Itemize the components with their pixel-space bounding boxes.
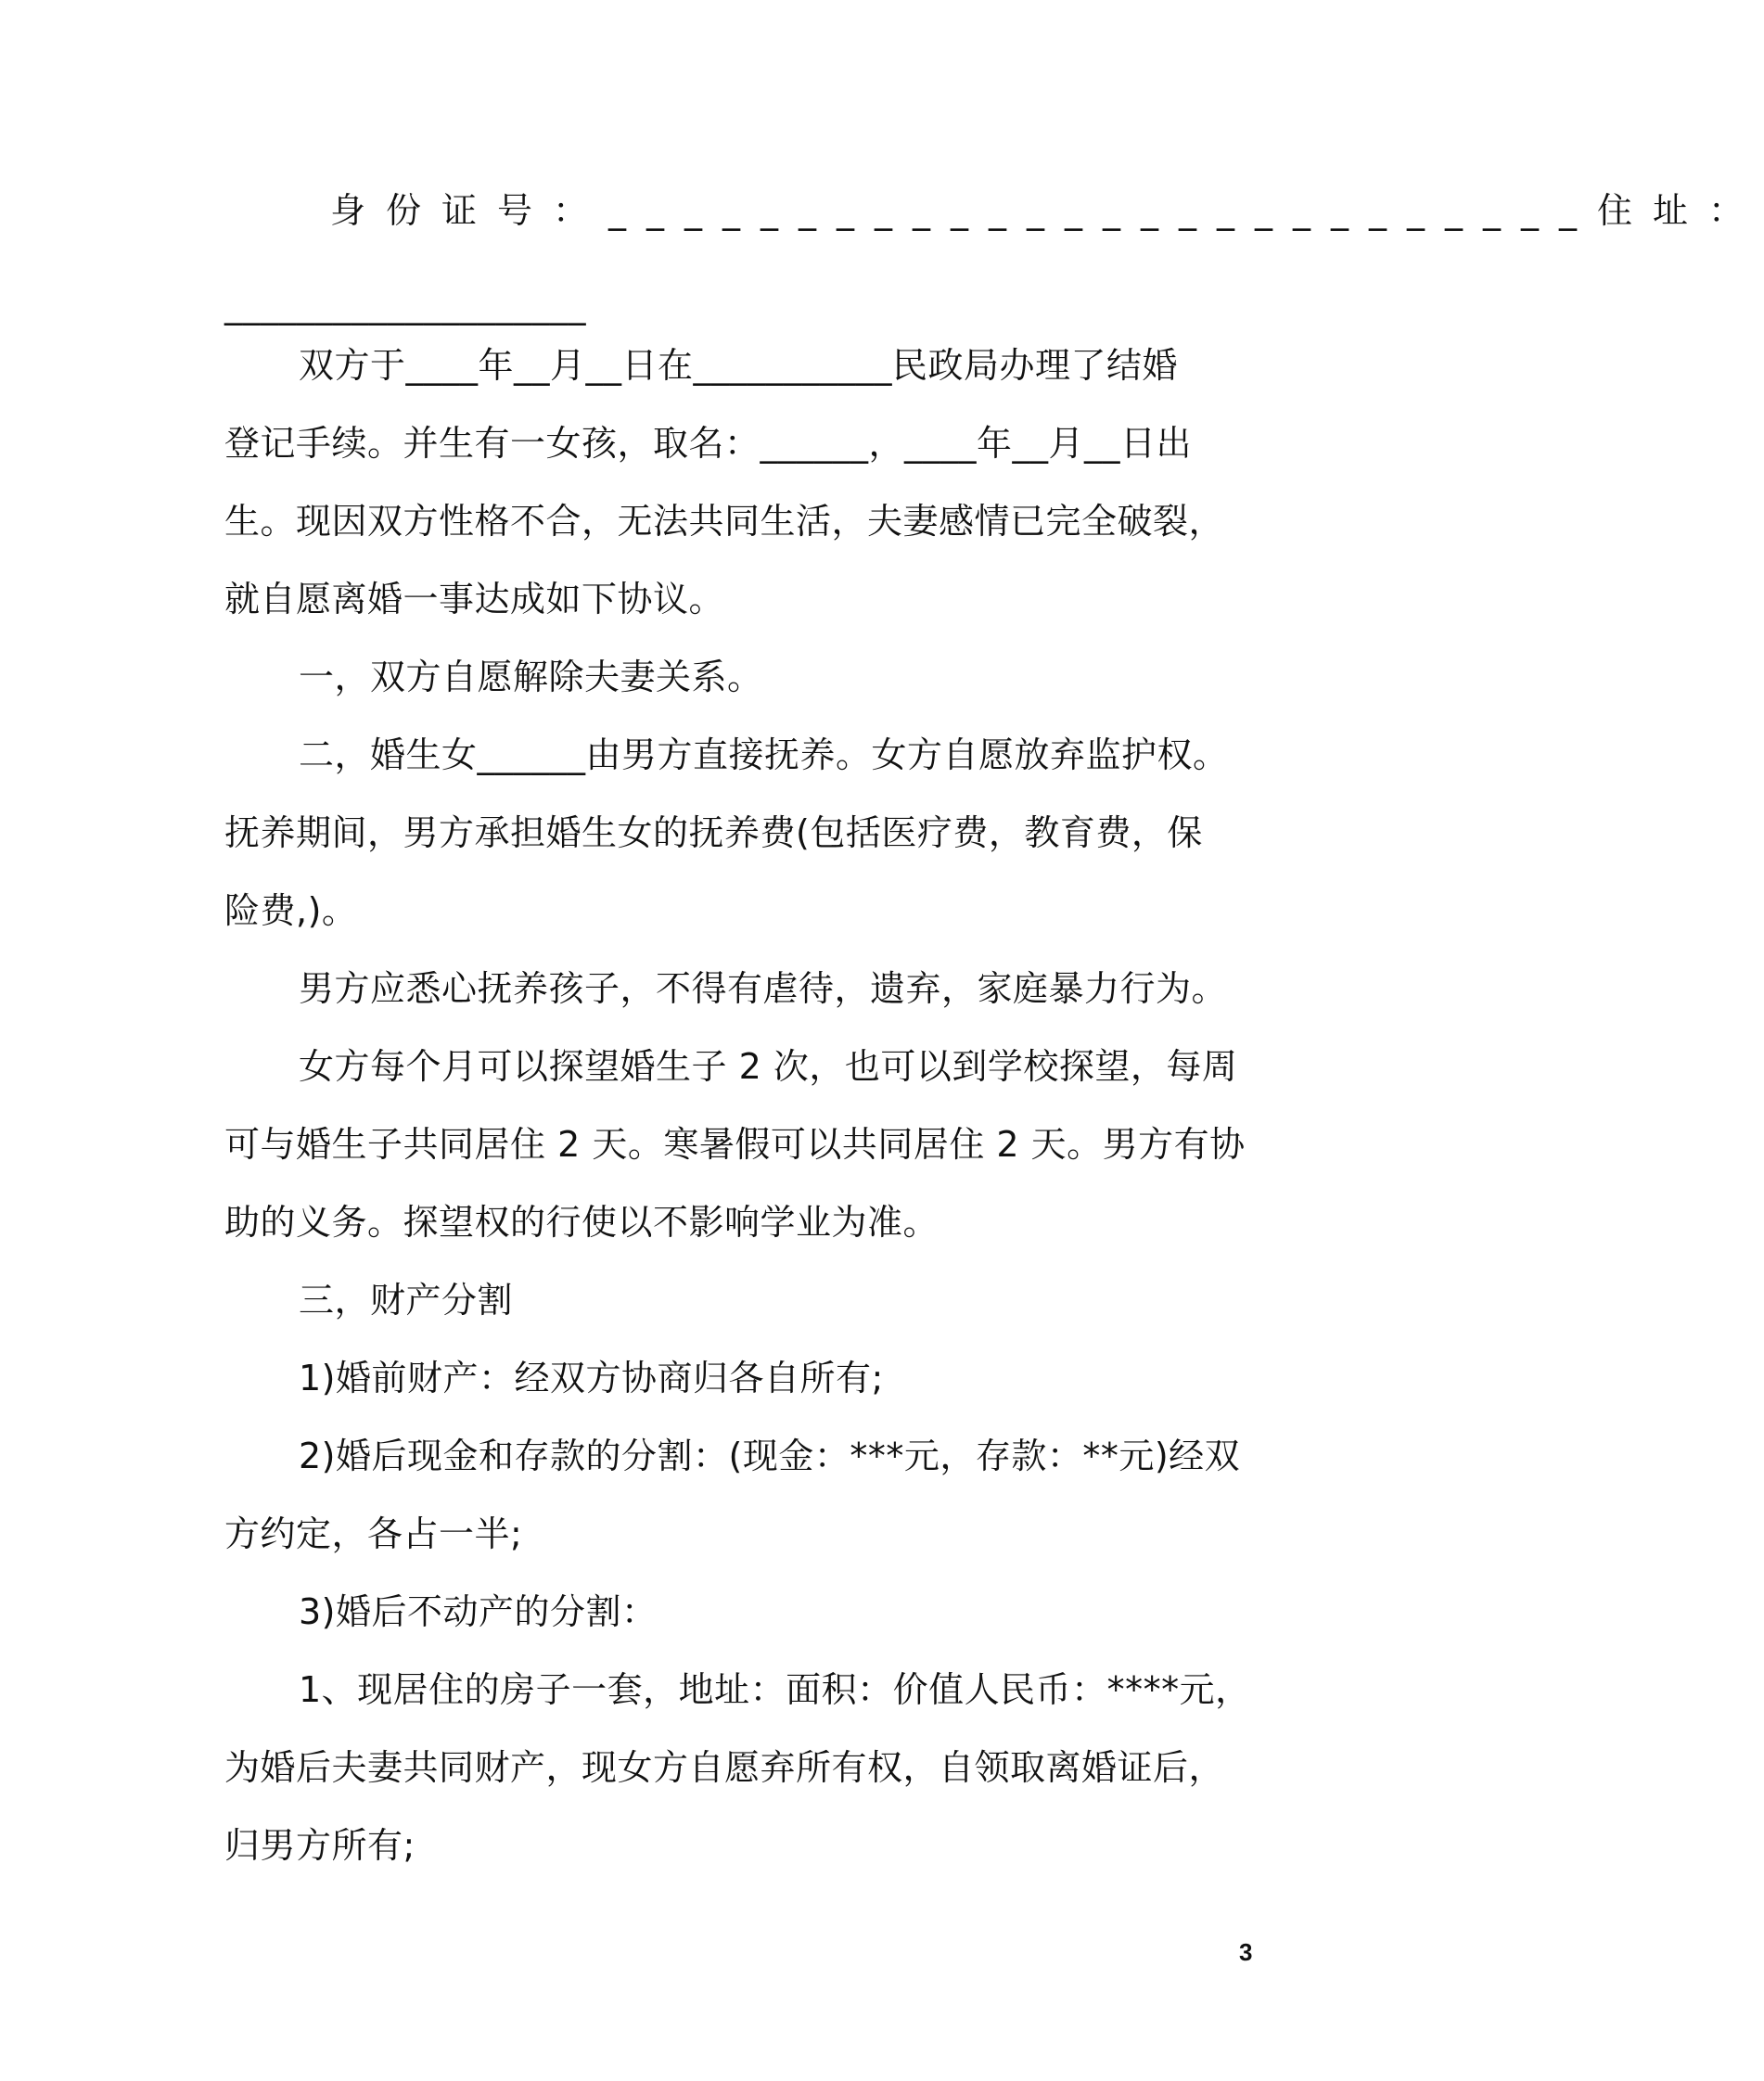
paragraph-line: 1)婚前财产：经双方协商归各自所有; xyxy=(299,1358,884,1398)
clause-three: 三，财产分割 xyxy=(299,1280,514,1321)
paragraph-line: 女方每个月可以探望婚生子 2 次，也可以到学校探望，每周 xyxy=(299,1046,1238,1087)
paragraph-line: 就自愿离婚一事达成如下协议。 xyxy=(224,579,725,619)
clause-two: 二，婚生女______由男方直接抚养。女方自愿放弃监护权。 xyxy=(299,734,1229,775)
paragraph-line: 抚养期间，男方承担婚生女的抚养费(包括医疗费，教育费，保 xyxy=(224,812,1203,853)
paragraph-line: 险费,)。 xyxy=(224,890,358,931)
paragraph-line: 方约定，各占一半; xyxy=(224,1513,523,1554)
paragraph-line: 双方于____年__月__日在___________民政局办理了结婚 xyxy=(299,345,1179,386)
paragraph-line: 归男方所有; xyxy=(224,1825,415,1866)
paragraph-line: 2)婚后现金和存款的分割：(现金：***元，存款：**元)经双 xyxy=(299,1436,1241,1476)
id-address-line: 身份证号：__________________________住址： xyxy=(330,190,1764,231)
address-blank-line: ____________________ xyxy=(224,285,586,326)
paragraph-line: 为婚后夫妻共同财产，现女方自愿弃所有权，自领取离婚证后， xyxy=(224,1747,1225,1788)
paragraph-line: 可与婚生子共同居住 2 天。寒暑假可以共同居住 2 天。男方有协 xyxy=(224,1124,1246,1165)
paragraph-line: 助的义务。探望权的行使以不影响学业为准。 xyxy=(224,1202,940,1243)
paragraph-line: 男方应悉心抚养孩子，不得有虐待，遗弃，家庭暴力行为。 xyxy=(299,968,1228,1009)
paragraph-line: 3)婚后不动产的分割： xyxy=(299,1591,658,1632)
clause-one: 一，双方自愿解除夫妻关系。 xyxy=(299,657,763,697)
paragraph-line: 生。现因双方性格不合，无法共同生活，夫妻感情已完全破裂， xyxy=(224,501,1225,542)
paragraph-line: 登记手续。并生有一女孩，取名：______，____年__月__日出 xyxy=(224,423,1193,464)
page-number: 3 xyxy=(1239,1938,1253,1966)
paragraph-line: 1、现居住的房子一套，地址：面积：价值人民币：****元， xyxy=(299,1669,1251,1710)
